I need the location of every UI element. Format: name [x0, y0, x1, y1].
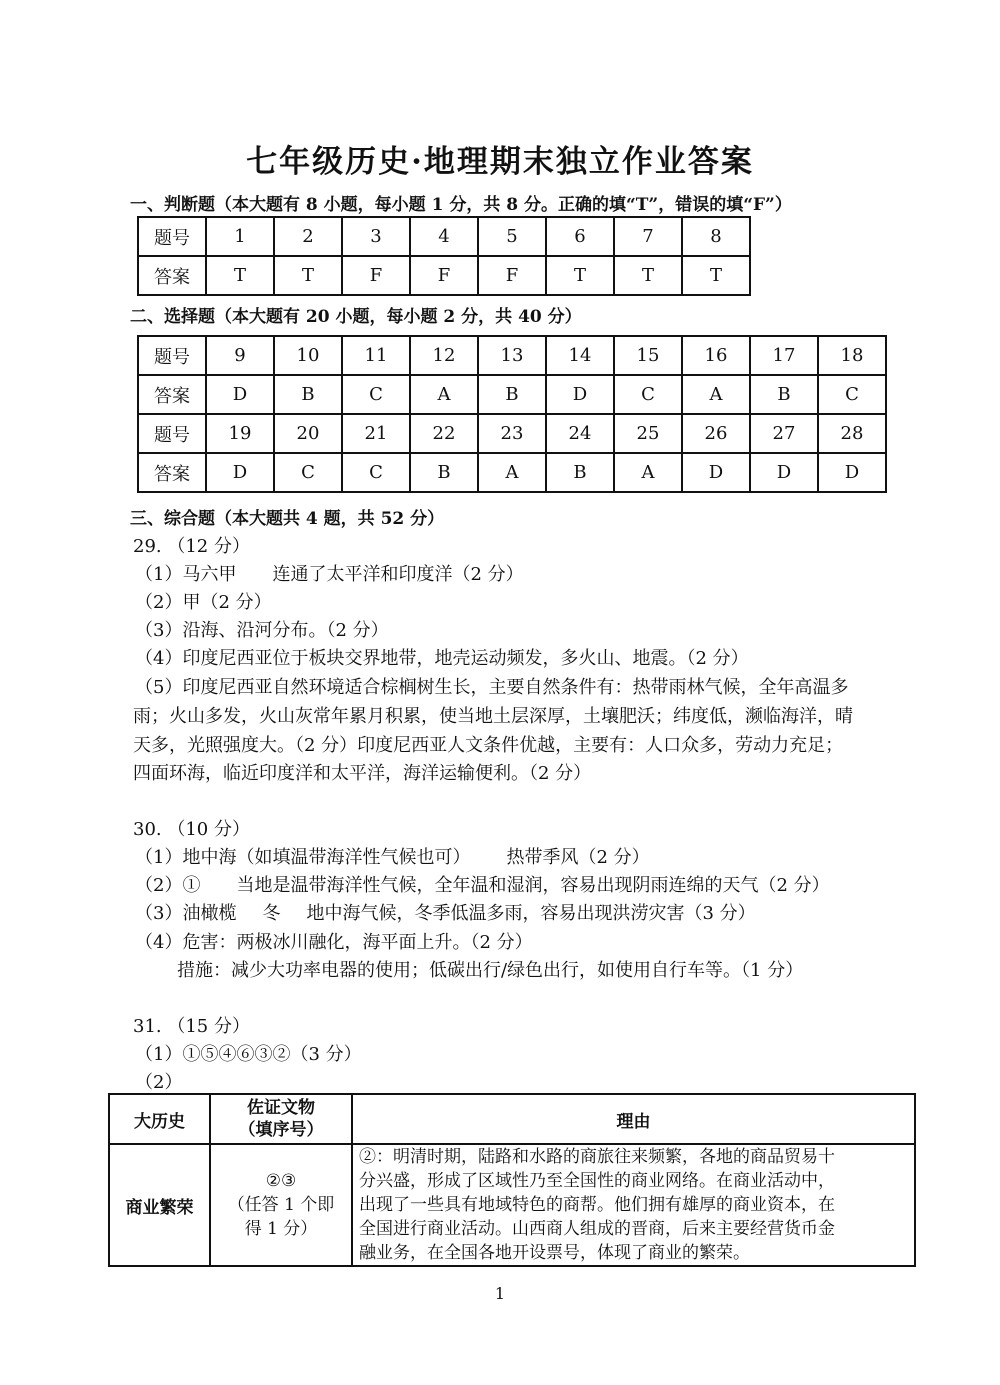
table-cell: 6 [546, 217, 614, 256]
q29-line1 [135, 560, 524, 586]
q30-line3-b: 冬 [262, 903, 281, 924]
row-label: 答案 [138, 256, 206, 295]
table-row [138, 453, 886, 492]
table-cell: 21 [342, 414, 410, 453]
table-cell: A [410, 375, 478, 414]
section2-heading: 二、选择题（本大题有 20 小题，每小题 2 分，共 40 分） [130, 307, 582, 327]
q30-line2-a: （2）① [135, 875, 201, 896]
q30-line3-a: （3）油橄榄 [135, 903, 237, 924]
table-cell: 20 [274, 414, 342, 453]
q29-line3: （3）沿海、沿河分布。（2 分） [135, 620, 389, 641]
table-cell: B [750, 375, 818, 414]
table-cell: 8 [682, 217, 750, 256]
table-cell: 24 [546, 414, 614, 453]
header-cell-line2: （填序号） [238, 1120, 324, 1140]
table-cell: 25 [614, 414, 682, 453]
table-cell: B [410, 453, 478, 492]
table-cell: B [546, 453, 614, 492]
evidence-line3: 得 1 分） [244, 1219, 318, 1239]
page-number: 1 [494, 1284, 506, 1303]
table-cell: T [274, 256, 342, 295]
q30-line3 [135, 899, 756, 925]
header-cell: 理由 [352, 1094, 915, 1144]
table-cell: T [206, 256, 274, 295]
q30-line2 [135, 871, 830, 897]
table-cell: 27 [750, 414, 818, 453]
reason-line: 出现了一些具有地域特色的商帮。他们拥有雄厚的商业资本，在 [359, 1195, 835, 1215]
table-cell: 22 [410, 414, 478, 453]
evidence-line1: ②③ [265, 1171, 297, 1191]
table-cell: D [750, 453, 818, 492]
table-cell: D [206, 375, 274, 414]
section2-table [137, 335, 887, 493]
table-cell: F [410, 256, 478, 295]
q29-line5a: （5）印度尼西亚自然环境适合棕榈树生长，主要自然条件有：热带雨林气候，全年高温多 [135, 677, 849, 698]
table-cell: 26 [682, 414, 750, 453]
table-cell: 2 [274, 217, 342, 256]
header-cell-line1: 佐证文物 [247, 1098, 315, 1118]
table-cell: D [682, 453, 750, 492]
table-cell: T [682, 256, 750, 295]
q30-line1 [135, 843, 650, 869]
header-cell: 大历史 [109, 1094, 210, 1144]
q30-line5: 措施：减少大功率电器的使用；低碳出行/绿色出行，如使用自行车等。（1 分） [177, 960, 804, 981]
row-label: 答案 [138, 453, 206, 492]
table-cell: 28 [818, 414, 886, 453]
q29-line5b: 雨；火山多发，火山灰常年累月积累，使当地土层深厚，土壤肥沃；纬度低，濒临海洋，晴 [133, 706, 853, 727]
table-cell: 19 [206, 414, 274, 453]
q30-line2-b: 当地是温带海洋性气候，全年温和湿润，容易出现阴雨连绵的天气（2 分） [236, 875, 830, 896]
q29-line1-b: 连通了太平洋和印度洋（2 分） [272, 564, 524, 585]
q31-line1: （1）①⑤④⑥③②（3 分） [135, 1044, 362, 1065]
q30-header: 30. （10 分） [133, 819, 250, 840]
header-cell [210, 1094, 352, 1144]
q31-header: 31. （15 分） [133, 1016, 250, 1037]
table-cell: 12 [410, 336, 478, 375]
table-cell: F [342, 256, 410, 295]
section3-heading: 三、综合题（本大题共 4 题，共 52 分） [130, 509, 445, 529]
table-row [138, 256, 750, 295]
table-cell: D [818, 453, 886, 492]
table-cell: 10 [274, 336, 342, 375]
q29-line1-a: （1）马六甲 [135, 564, 237, 585]
table-cell: T [546, 256, 614, 295]
table-cell: D [206, 453, 274, 492]
table-cell: A [614, 453, 682, 492]
table-cell: 15 [614, 336, 682, 375]
q31-line2: （2） [135, 1072, 183, 1093]
row-label: 题号 [138, 414, 206, 453]
section1-heading: 一、判断题（本大题有 8 小题，每小题 1 分，共 8 分。正确的填“T”，错误的填“F”） [130, 195, 792, 215]
table-cell: 9 [206, 336, 274, 375]
q30-line1-a: （1）地中海（如填温带海洋性气候也可） [135, 847, 471, 868]
table-cell: F [478, 256, 546, 295]
reason-line: 融业务，在全国各地开设票号，体现了商业的繁荣。 [359, 1243, 750, 1263]
table-cell: D [546, 375, 614, 414]
q29-line5c: 天多，光照强度大。（2 分）印度尼西亚人文条件优越，主要有：人口众多，劳动力充足； [133, 735, 844, 756]
table-cell: 23 [478, 414, 546, 453]
table-cell: T [614, 256, 682, 295]
q30-line1-b: 热带季风（2 分） [506, 847, 650, 868]
table-cell: C [342, 375, 410, 414]
table-header-row [109, 1094, 915, 1144]
row-label: 题号 [138, 336, 206, 375]
row-label: 答案 [138, 375, 206, 414]
table-row [138, 336, 886, 375]
table-cell: 4 [410, 217, 478, 256]
row-label: 题号 [138, 217, 206, 256]
table-cell: B [478, 375, 546, 414]
reason-line: 全国进行商业活动。山西商人组成的晋商，后来主要经营货币金 [359, 1219, 835, 1239]
q29-header: 29. （12 分） [133, 536, 250, 557]
table-cell: 1 [206, 217, 274, 256]
table-cell: 5 [478, 217, 546, 256]
table-cell: 13 [478, 336, 546, 375]
table-cell: 16 [682, 336, 750, 375]
table-cell: C [342, 453, 410, 492]
q29-line2: （2）甲（2 分） [135, 592, 272, 613]
table-cell: 商业繁荣 [109, 1144, 210, 1266]
table-cell: 7 [614, 217, 682, 256]
table-cell: A [682, 375, 750, 414]
table-cell: B [274, 375, 342, 414]
table-cell: A [478, 453, 546, 492]
table-cell: 3 [342, 217, 410, 256]
table-cell [210, 1144, 352, 1266]
reason-line: 分兴盛，形成了区域性乃至全国性的商业网络。在商业活动中， [359, 1171, 835, 1191]
table-row [138, 414, 886, 453]
table-row [138, 375, 886, 414]
q29-line5d: 四面环海，临近印度洋和太平洋，海洋运输便利。（2 分） [133, 763, 592, 784]
table-cell: C [818, 375, 886, 414]
q30-line3-c: 地中海气候，冬季低温多雨，容易出现洪涝灾害（3 分） [306, 903, 756, 924]
q29-line4: （4）印度尼西亚位于板块交界地带，地壳运动频发，多火山、地震。（2 分） [135, 648, 749, 669]
table-cell [352, 1144, 915, 1266]
table-cell: C [274, 453, 342, 492]
table-row [138, 217, 750, 256]
table-cell: 18 [818, 336, 886, 375]
q31-table [108, 1093, 916, 1267]
q30-line4: （4）危害：两极冰川融化，海平面上升。（2 分） [135, 932, 533, 953]
section1-table [137, 216, 751, 296]
table-cell: 14 [546, 336, 614, 375]
page-title: 七年级历史·地理期末独立作业答案 [246, 144, 754, 180]
table-cell: C [614, 375, 682, 414]
evidence-line2: （任答 1 个即 [227, 1195, 335, 1215]
reason-line: ②：明清时期，陆路和水路的商旅往来频繁，各地的商品贸易十 [359, 1147, 835, 1167]
table-row [109, 1144, 915, 1266]
table-cell: 17 [750, 336, 818, 375]
table-cell: 11 [342, 336, 410, 375]
